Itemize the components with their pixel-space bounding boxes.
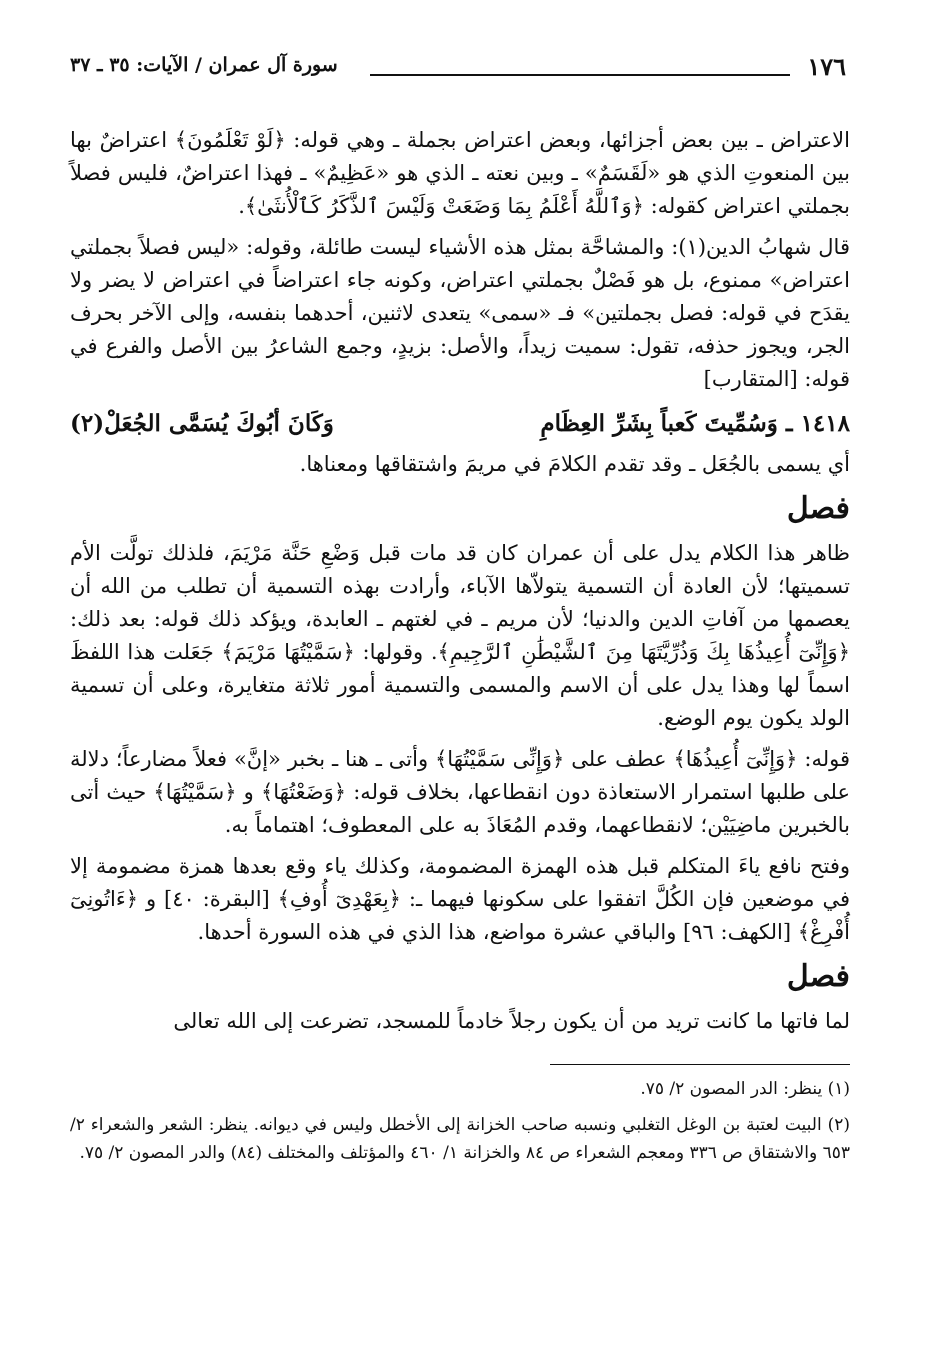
footnote-2: (٢) البيت لعتبة بن الوغل التغلبي ونسبه صاحب الخزانة إلى الأخطل وليس في ديوانه. ينظر: الشعر والشعراء ٢/ ٦٥٣ والاشتقاق ص ٣٣٦ ومعجم الشعراء ص ٨٤ والخزانة ١/ ٤٦٠ والمؤتلف والمختلف (٨٤) والدر المصون ٢/ ٧٥. <box>70 1115 850 1163</box>
verse-second-hemistich: وَكَانَ أبُوكَ يُسَمَّى الجُعَلْ(٢) <box>70 410 334 437</box>
paragraph-7: لما فاتها ما كانت تريد من أن يكون رجلاً خادماً للمسجد، تضرعت إلى الله تعالى <box>173 1009 850 1033</box>
header-rule <box>370 74 790 76</box>
page-header <box>70 50 850 84</box>
running-title: سورة آل عمران / الآيات: ٣٥ ـ ٣٧ <box>70 54 338 76</box>
paragraph-4: ظاهر هذا الكلام يدل على أن عمران كان قد مات قبل وَضْعِ حَنَّة مَرْيَمَ، فلذلك تولَّت الأم تسميتها؛ لأن العادة أن التسمية يتولاّها الآباء، وأرادت بهذه التسمية أن تطلب من الله أن يعصمها من آفاتِ الدين والدنيا؛ لأن مريم ـ في لغتهم ـ العابدة، ويؤكد ذلك قوله: بعد ذلك: ﴿وَإِنِّىٓ أُعِيذُهَا بِكَ وَذُرِّيَّتَهَا مِنَ ٱلشَّيْطَٰنِ ٱلرَّجِيمِ﴾. وقولها: ﴿سَمَّيْتُهَا مَرْيَمَ﴾ جَعَلت هذا اللفظَ اسماً لها وهذا يدل على أن الاسم والمسمى والتسمية أمور ثلاثة متغايرة، وعلى أن تسمية الولد يكون يوم الوضع. <box>70 541 850 730</box>
body-text <box>70 124 850 1038</box>
page-number: ١٧٦ <box>807 52 846 81</box>
section-heading-2: فصل <box>786 959 850 994</box>
footnote-1: (١) ينظر: الدر المصون ٢/ ٧٥. <box>640 1079 850 1099</box>
poetry-verse <box>70 404 850 444</box>
paragraph-3: أي يسمى بالجُعَل ـ وقد تقدم الكلامَ في مريمَ واشتقاقها ومعناها. <box>299 452 850 476</box>
footnotes <box>70 1075 850 1167</box>
paragraph-6: وفتح نافع ياءَ المتكلم قبل هذه الهمزة المضمومة، وكذلك ياء وقع بعدها همزة مضمومة إلا في موضعين فإن الكُلَّ اتفقوا على سكونها فيهما ـ: ﴿بِعَهْدِىٓ أُوفِ﴾ [البقرة: ٤٠] و ﴿ءَاتُونِىٓ أُفْرِغْ﴾ [الكهف: ٩٦] والباقي عشرة مواضع، هذا الذي في هذه السورة أحدها. <box>70 854 850 944</box>
section-heading-1: فصل <box>786 491 850 526</box>
footnote-divider <box>550 1064 850 1065</box>
paragraph-1: الاعتراض ـ بين بعض أجزائها، وبعض اعتراض بجملة ـ وهي قوله: ﴿لَوْ تَعْلَمُونَ﴾ اعتراضٌ بها بين المنعوتِ الذي هو «لَقَسَمٌ» ـ وبين نعته ـ الذي هو «عَظِيمٌ» ـ فهذا اعتراضٌ، فليس فصلاً بجملتي اعتراض كقوله: ﴿وَٱللَّهُ أَعْلَمُ بِمَا وَضَعَتْ وَلَيْسَ ٱلذَّكَرُ كَٱلْأُنثَىٰ﴾. <box>70 128 850 218</box>
verse-first-hemistich: ١٤١٨ ـ وَسُمِّيتَ كَعباً بِشَرِّ العِظَامِ <box>540 410 850 437</box>
paragraph-2: قال شهابُ الدين(١): والمشاحَّة بمثل هذه الأشياء ليست طائلة، وقوله: «ليس فصلاً بجملتي اعتراض» ممنوع، بل هو فَصْلٌ بجملتي اعتراض، وكونه جاء اعتراضاً في اعتراض لا يضر ولا يقدَح في قوله: فصل بجملتين» فـ «سمى» يتعدى لاثنين، أحدهما بنفسه، وإلى الآخر بحرف الجر، ويجوز حذفه، تقول: سميت زيداً، والأصل: بزيدٍ، وجمع الشاعرُ بين الأصل والفرع في قوله: [المتقارب] <box>70 235 850 391</box>
paragraph-5: قوله: ﴿وَإِنِّىٓ أُعِيذُهَا﴾ عطف على ﴿وَإِنِّى سَمَّيْتُهَا﴾ وأتى ـ هنا ـ بخبر «إنَّ» فعلاً مضارعاً؛ دلالة على طلبها استمرار الاستعاذة دون انقطاعها، بخلاف قوله: ﴿وَضَعْتُهَا﴾ و ﴿سَمَّيْتُهَا﴾ حيث أتى بالخبرين ماضِيَيْن؛ لانقطاعهما، وقدم المُعَاذَ به على المعطوف؛ اهتماماً به. <box>70 747 850 837</box>
page <box>70 50 850 1175</box>
